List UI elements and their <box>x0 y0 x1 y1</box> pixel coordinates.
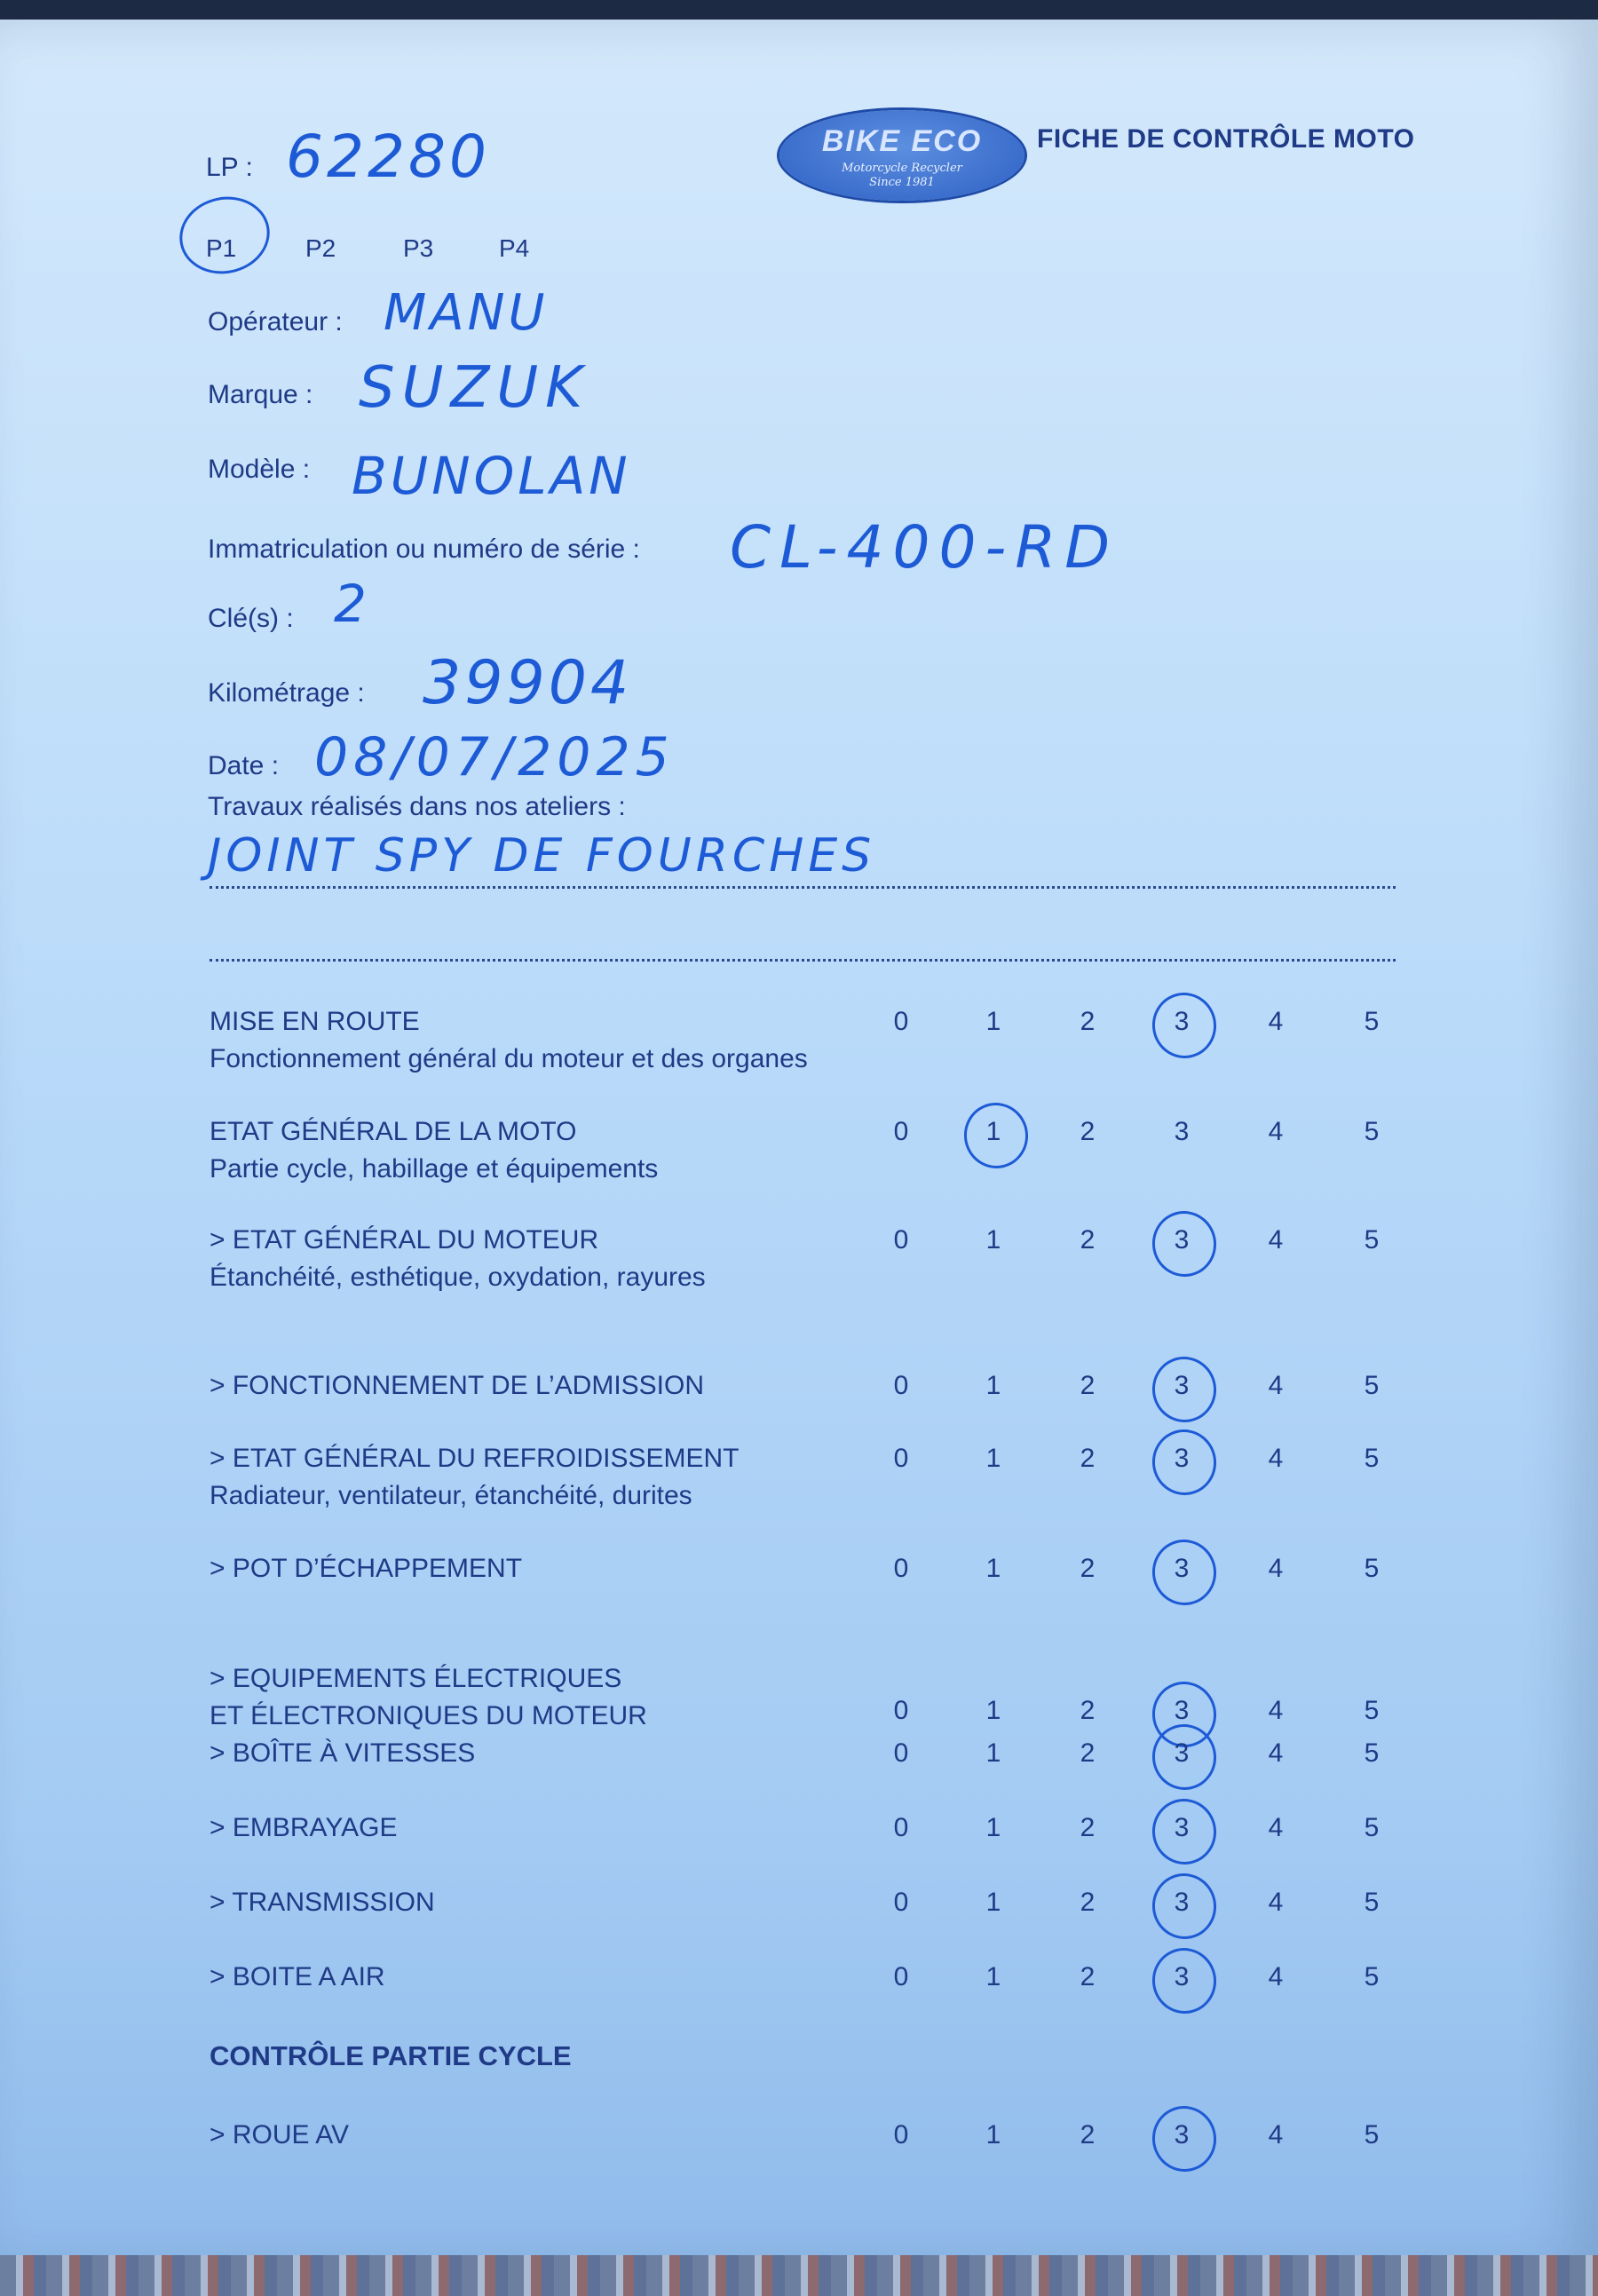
date-label: Date : <box>208 751 280 780</box>
check-score-1-4[interactable]: 4 <box>1268 1117 1284 1146</box>
check-score-6-4[interactable]: 4 <box>1268 1696 1284 1725</box>
operator-value[interactable]: MANU <box>384 284 549 342</box>
check-score-3-3[interactable]: 3 <box>1174 1371 1190 1400</box>
check-score-2-4[interactable]: 4 <box>1268 1225 1284 1255</box>
check-score-8-2[interactable]: 2 <box>1080 1813 1096 1842</box>
check-score-8-0[interactable]: 0 <box>893 1813 909 1842</box>
check-score-8-5[interactable]: 5 <box>1364 1813 1380 1842</box>
brand-value[interactable]: SUZUK <box>359 355 590 421</box>
check-score-5-1[interactable]: 1 <box>985 1554 1001 1583</box>
check-title-5: > POT D’ÉCHAPPEMENT <box>210 1554 523 1583</box>
check-score-7-1[interactable]: 1 <box>985 1738 1001 1768</box>
position-p1[interactable]: P1 <box>206 234 237 262</box>
keys-label: Clé(s) : <box>208 604 294 633</box>
check-score-4-1[interactable]: 1 <box>985 1444 1001 1473</box>
check-score-5-3[interactable]: 3 <box>1174 1554 1190 1583</box>
check-score-10-3[interactable]: 3 <box>1174 1962 1190 1991</box>
check-score-2-2[interactable]: 2 <box>1080 1225 1096 1255</box>
check-score-6-2[interactable]: 2 <box>1080 1696 1096 1725</box>
mileage-label: Kilométrage : <box>208 678 365 708</box>
check-score-circle-10 <box>1146 1942 1222 2019</box>
registration-label: Immatriculation ou numéro de série : <box>208 534 640 564</box>
check-subtitle-0: Fonctionnement général du moteur et des organes <box>210 1044 808 1073</box>
check-title-8: > EMBRAYAGE <box>210 1813 398 1842</box>
check-score-4-5[interactable]: 5 <box>1364 1444 1380 1473</box>
check-title-0: MISE EN ROUTE <box>210 1007 420 1036</box>
check-score-5-0[interactable]: 0 <box>893 1554 909 1583</box>
check-score-4-4[interactable]: 4 <box>1268 1444 1284 1473</box>
check-score-circle-8 <box>1146 1793 1222 1870</box>
check-score-1-5[interactable]: 5 <box>1364 1117 1380 1146</box>
check-score-7-0[interactable]: 0 <box>893 1738 909 1768</box>
check-score-circle-3 <box>1146 1350 1222 1428</box>
check-score-2-1[interactable]: 1 <box>985 1225 1001 1255</box>
check-subtitle-2: Étanchéité, esthétique, oxydation, rayures <box>210 1263 706 1292</box>
check-score-8-1[interactable]: 1 <box>985 1813 1001 1842</box>
check-score-4-2[interactable]: 2 <box>1080 1444 1096 1473</box>
keys-value[interactable]: 2 <box>334 574 370 634</box>
control-sheet <box>0 20 1598 2271</box>
bike-eco-logo <box>779 110 1024 201</box>
mileage-value[interactable]: 39904 <box>423 648 633 718</box>
check-title-2: > ETAT GÉNÉRAL DU MOTEUR <box>210 1225 599 1255</box>
check-score-9-4[interactable]: 4 <box>1268 1888 1284 1917</box>
check-score-6-1[interactable]: 1 <box>985 1696 1001 1725</box>
check-score-0-3[interactable]: 3 <box>1174 1007 1190 1036</box>
check-score-0-4[interactable]: 4 <box>1268 1007 1284 1036</box>
check-score-3-0[interactable]: 0 <box>893 1371 909 1400</box>
check-score-3-4[interactable]: 4 <box>1268 1371 1284 1400</box>
lp-label: LP : <box>206 153 253 182</box>
model-label: Modèle : <box>208 455 311 484</box>
check-title-4: > ETAT GÉNÉRAL DU REFROIDISSEMENT <box>210 1444 740 1473</box>
check-score-7-5[interactable]: 5 <box>1364 1738 1380 1768</box>
work-line-1 <box>210 886 1396 889</box>
check-score-6-0[interactable]: 0 <box>893 1696 909 1725</box>
logo-since: Since 1981 <box>869 176 935 189</box>
check-score-0-1[interactable]: 1 <box>985 1007 1001 1036</box>
check-score-0-5[interactable]: 5 <box>1364 1007 1380 1036</box>
position-p3[interactable]: P3 <box>403 234 434 262</box>
check-score-circle-9 <box>1146 1867 1222 1944</box>
check-score-circle-1 <box>958 1097 1034 1174</box>
check-score-5-4[interactable]: 4 <box>1268 1554 1284 1583</box>
check-score-10-5[interactable]: 5 <box>1364 1962 1380 1991</box>
check-score-10-1[interactable]: 1 <box>985 1962 1001 1991</box>
check-score-6-5[interactable]: 5 <box>1364 1696 1380 1725</box>
check-score-8-4[interactable]: 4 <box>1268 1813 1284 1842</box>
check-score-2-0[interactable]: 0 <box>893 1225 909 1255</box>
check-score-4-3[interactable]: 3 <box>1174 1444 1190 1473</box>
logo-brand: BIKE ECO <box>821 124 983 158</box>
position-p2[interactable]: P2 <box>305 234 336 262</box>
check-score-circle-4 <box>1146 1423 1222 1500</box>
check-score-1-0[interactable]: 0 <box>893 1117 909 1146</box>
brand-label: Marque : <box>208 380 313 409</box>
position-p4[interactable]: P4 <box>499 234 530 262</box>
check-score-10-2[interactable]: 2 <box>1080 1962 1096 1991</box>
check-score-7-2[interactable]: 2 <box>1080 1738 1096 1768</box>
check-score-1-2[interactable]: 2 <box>1080 1117 1096 1146</box>
check-score-circle-2 <box>1146 1205 1222 1282</box>
check-score-9-5[interactable]: 5 <box>1364 1888 1380 1917</box>
check-score-2-3[interactable]: 3 <box>1174 1225 1190 1255</box>
date-value[interactable]: 08/07/2025 <box>314 726 675 788</box>
check-subtitle-4: Radiateur, ventilateur, étanchéité, durites <box>210 1481 692 1510</box>
cycle-title-0: > ROUE AV <box>210 2120 350 2150</box>
logo-tagline: Motorcycle Recycler <box>842 162 962 175</box>
check-title-10: > BOITE A AIR <box>210 1962 385 1991</box>
check-subtitle-6: ET ÉLECTRONIQUES DU MOTEUR <box>210 1701 647 1730</box>
check-score-3-5[interactable]: 5 <box>1364 1371 1380 1400</box>
check-score-8-3[interactable]: 3 <box>1174 1813 1190 1842</box>
position-selected-circle <box>172 188 277 281</box>
check-score-3-1[interactable]: 1 <box>985 1371 1001 1400</box>
model-value[interactable]: BUNOLAN <box>352 446 631 506</box>
check-score-4-0[interactable]: 0 <box>893 1444 909 1473</box>
check-score-9-2[interactable]: 2 <box>1080 1888 1096 1917</box>
check-score-0-2[interactable]: 2 <box>1080 1007 1096 1036</box>
check-score-9-0[interactable]: 0 <box>893 1888 909 1917</box>
check-score-10-4[interactable]: 4 <box>1268 1962 1284 1991</box>
check-score-5-2[interactable]: 2 <box>1080 1554 1096 1583</box>
work-line-2 <box>210 959 1396 962</box>
check-title-9: > TRANSMISSION <box>210 1888 435 1917</box>
check-score-9-1[interactable]: 1 <box>985 1888 1001 1917</box>
check-title-3: > FONCTIONNEMENT DE L’ADMISSION <box>210 1371 705 1400</box>
cycle-score-0-5[interactable]: 5 <box>1364 2120 1380 2150</box>
lp-value[interactable]: 62280 <box>286 123 490 191</box>
check-title-7: > BOÎTE À VITESSES <box>210 1738 476 1768</box>
operator-label: Opérateur : <box>208 307 343 336</box>
check-score-1-1[interactable]: 1 <box>985 1117 1001 1146</box>
check-score-0-0[interactable]: 0 <box>893 1007 909 1036</box>
check-score-9-3[interactable]: 3 <box>1174 1888 1190 1917</box>
cycle-score-0-0[interactable]: 0 <box>893 2120 909 2150</box>
check-score-7-4[interactable]: 4 <box>1268 1738 1284 1768</box>
cycle-score-circle-0 <box>1146 2100 1222 2177</box>
check-score-circle-5 <box>1146 1533 1222 1611</box>
cycle-score-0-3[interactable]: 3 <box>1174 2120 1190 2150</box>
check-title-1: ETAT GÉNÉRAL DE LA MOTO <box>210 1117 577 1146</box>
cycle-score-0-4[interactable]: 4 <box>1268 2120 1284 2150</box>
registration-value[interactable]: CL-400-RD <box>730 513 1119 582</box>
check-score-5-5[interactable]: 5 <box>1364 1554 1380 1583</box>
check-score-2-5[interactable]: 5 <box>1364 1225 1380 1255</box>
work-value[interactable]: JOINT SPY DE FOURCHES <box>208 829 876 883</box>
section-cycle-title: CONTRÔLE PARTIE CYCLE <box>210 2040 572 2071</box>
check-score-7-3[interactable]: 3 <box>1174 1738 1190 1768</box>
check-subtitle-1: Partie cycle, habillage et équipements <box>210 1154 659 1184</box>
check-score-3-2[interactable]: 2 <box>1080 1371 1096 1400</box>
check-score-circle-0 <box>1146 986 1222 1064</box>
check-title-6: > EQUIPEMENTS ÉLECTRIQUES <box>210 1664 622 1693</box>
cycle-score-0-1[interactable]: 1 <box>985 2120 1001 2150</box>
check-score-1-3[interactable]: 3 <box>1174 1117 1190 1146</box>
sleeve-edge <box>0 2255 1598 2296</box>
work-label: Travaux réalisés dans nos ateliers : <box>208 792 626 821</box>
check-score-10-0[interactable]: 0 <box>893 1962 909 1991</box>
cycle-score-0-2[interactable]: 2 <box>1080 2120 1096 2150</box>
sheet-title: FICHE DE CONTRÔLE MOTO <box>1037 124 1415 154</box>
check-score-6-3[interactable]: 3 <box>1174 1696 1190 1725</box>
